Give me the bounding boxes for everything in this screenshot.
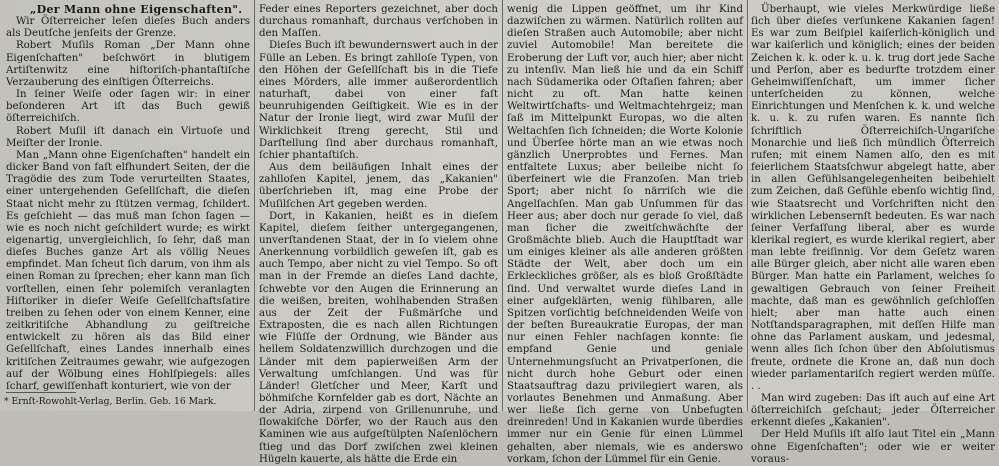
paragraph: Wir Öſterreicher leſen dieſes Buch anders als Deutſche jenſeits der Grenze. xyxy=(6,16,250,40)
paragraph: In ſeiner Weiſe oder ſagen wir: in einer beſonderen Art iſt das Buch gewiß öſterreichiſch. xyxy=(6,89,250,125)
paragraph: Überhaupt, wie vieles Merkwürdige ließe ſich über dieſes verſunkene Kakanien ſagen! Es war zum Beiſpiel kaiſerlich-königlich und war kaiſerlich und königlich; eines der beiden Zeichen k. k. oder k. u. k. trug dort jede Sache und Perſon, aber es bedurfte trotzdem einer Geheimwiſſenſchaft, um immer ſicher unterſcheiden zu können, welche Einrichtungen und Menſchen k. k. und welche k. u. k. zu rufen waren. Es nannte ſich ſchriftlich Öſterreichiſch-Ungariſche Monarchie und ließ ſich mündlich Öſterreich rufen; mit einem Namen alſo, den es mit feierlichem Staatsſchwur abgelegt hatte, aber in allen Gefühlsangelegenheiten beibehielt zum Zeichen, daß Gefühle ebenſo wichtig ſind, wie Staatsrecht und Vorſchriften nicht den wirklichen Lebensernſt bedeuten. Es war nach ſeiner Verfaſſung liberal, aber es wurde klerikal regiert, es wurde klerikal regiert, aber man lebte freiſinnig. Vor dem Geſetz waren alle Bürger gleich, aber nicht alle waren eben Bürger. Man hatte ein Parlament, welches ſo gewaltigen Gebrauch von ſeiner Freiheit machte, daß man es gewöhnlich geſchloſſen hielt; aber man hatte auch einen Notſtandsparagraphen, mit deſſen Hilfe man ohne das Parlament auskam, und jedesmal, wenn alles ſich ſchon über den Abſolutismus freute, ordnete die Krone an, daß nun doch wieder parlamentariſch regiert werden müſſe. . . xyxy=(751,4,995,392)
paragraph: Aus dem beiläufigen Inhalt eines der zahlloſen Kapitel, jenem, das „Kakanien" überſchrieben iſt, mag eine Probe der Muſilſchen Art gegeben werden. xyxy=(259,162,498,210)
paragraph: wenig die Lippen geöffnet, um ihr Kind dazwiſchen zu wärmen. Natürlich rollten auf dieſen Straßen auch Automobile; aber nicht zuviel Automobile! Man bereitete die Eroberung der Luft vor, auch hier; aber nicht zu intenſiv. Man ließ hie und da ein Schiff nach Südamerika oder Oſtaſien fahren; aber nicht zu oft. Man hatte keinen Weltwirtſchafts- und Weltmachtehrgeiz; man ſaß im Mittelpunkt Europas, wo die alten Weltachſen ſich ſchneiden; die Worte Kolonie und Überſee hörte man an wie etwas noch gänzlich Unerprobtes und Fernes. Man entfaltete Luxus; aber beileibe nicht ſo überfeinert wie die Franzoſen. Man trieb Sport; aber nicht ſo närriſch wie die Angelſachſen. Man gab Unſummen für das Heer aus; aber doch nur gerade ſo viel, daß man ſicher die zweitſchwächſte der Großmächte blieb. Auch die Hauptſtadt war um einiges kleiner als alle anderen größten Städte der Welt, aber doch um ein Erkleckliches größer, als es bloß Großſtädte ſind. Und verwaltet wurde dieſes Land in einer aufgeklärten, wenig fühlbaren, alle Spitzen vorſichtig beſchneidenden Weiſe von der beſten Bureaukratie Europas, der man nur einen Fehler nachſagen konnte: ſie empfand Genie und geniale Unternehmungsſucht an Privatperſonen, die nicht durch hohe Geburt oder einen Staatsauftrag dazu privilegiert waren, als vorlautes Benehmen und Anmaßung. Aber wer ließe ſich gerne von Unbefugten dreinreden! Und in Kakanien wurde überdies immer nur ein Genie für einen Lümmel gehalten, aber niemals, wie es anderswo vorkam, ſchon der Lümmel für ein Genie. xyxy=(507,4,743,465)
paragraph: Robert Muſils Roman „Der Mann ohne Eigenſchaften" beſchwört in blutigem Artiſtenwitz eine hiſtoriſch-phantaſtiſche Verzauberung des einſtigen Öſterreichs. xyxy=(6,40,250,88)
column-2 xyxy=(259,4,498,465)
column-4 xyxy=(751,4,995,465)
column-rule xyxy=(502,0,503,411)
paragraph: Robert Muſil iſt danach ein Virtuoſe und Meiſter der Ironie. xyxy=(6,125,250,149)
article-title: „Der Mann ohne Eigenschaften". xyxy=(30,3,243,16)
paragraph: Dort, in Kakanien, heißt es in dieſem Kapitel, dieſem ſeither untergegangenen, unverſtandenen Staat, der in ſo vielem ohne Anerkennung vorbildlich geweſen iſt, gab es auch Tempo, aber nicht zu viel Tempo. So oft man in der Fremde an dieſes Land dachte, ſchwebte vor den Augen die Erinnerung an die weißen, breiten, wohlhabenden Straßen aus der Zeit der Fußmärſche und Extraposten, die es nach allen Richtungen wie Flüſſe der Ordnung, wie Bänder aus hellem Soldatenzwillich durchzogen und die Länder mit dem papierweißen Arm der Verwaltung umſchlangen. Und was für Länder! Gletſcher und Meer, Karſt und böhmiſche Kornfelder gab es dort, Nächte an der Adria, zirpend von Grillenunruhe, und ſlowakiſche Dörfer, wo der Rauch aus den Kaminen wie aus aufgeſtülpten Naſenlöchern ſtieg und das Dorf zwiſchen zwei kleinen Hügeln kauerte, als hätte die Erde ein xyxy=(259,210,498,465)
column-1 xyxy=(6,4,250,411)
column-rule xyxy=(747,0,748,411)
paragraph: Man „Mann ohne Eigenſchaften" handelt ein dicker Band von faſt elfhundert Seiten, der die Tragödie des zum Tode verurteilten Staates, einer untergehenden Geſellſchaft, die dieſen Staat nicht mehr zu ſtützen vermag, ſchildert. Es geſchieht — das muß man ſchon ſagen — wie es noch nicht geſchildert wurde; es wirkt eigenartig, unvergleichlich, ſo ſehr, daß man dieſes Buches ganze Art als völlig Neues empfindet. Man ſcheut ſich darum, von ihm als einen Roman zu ſprechen; eher kann man ſich vorſtellen, einen ſehr polemiſch veranlagten Hiſtoriker in dieſer Weiſe Geſellſchaftsſatire treiben zu ſehen oder von einem Kenner, eine zeitkritiſche Abhandlung zu geiſtreiche entwickelt zu hören als das Bild einer Geſellſchaft, eines Landes innerhalb eines kritiſchen Zeitraumes gewahr, wie aufgezogen auf der Wölbung eines Hohlſpiegels: alles ſcharf, gewiſſenhaft konturiert, wie von der xyxy=(6,149,250,392)
paragraph: Feder eines Reporters gezeichnet, aber doch durchaus romanhaft, durchaus verſchoben in den Maſſen. xyxy=(259,4,498,40)
column-rule xyxy=(254,0,255,411)
paragraph: Der Held Muſils iſt alſo laut Titel ein „Mann ohne Eigenſchaften"; oder wie er weiter voraus- xyxy=(751,429,995,465)
paragraph: Dieſes Buch iſt bewundernswert auch in der Fülle an Leben. Es bringt zahlloſe Typen, von den Höhen der Geſellſchaft bis in die Tiefe eines Mörders, alle immer außerordentlich naturhaft, dabei von einer faſt beunruhigenden Geiſtigkeit. Wie es in der Natur der Ironie liegt, wird zwar Muſil der Wirklichkeit ſtreng gerecht, Stil und Darſtellung ſind aber durchaus romanhaft, ſchier phantaſtiſch. xyxy=(259,40,498,161)
footnote: * Ernſt-Rowohlt-Verlag, Berlin. Geb. 16 Mark. xyxy=(4,396,217,407)
column-3 xyxy=(507,4,743,465)
footnote-divider xyxy=(6,392,76,393)
paragraph: Man wird zugeben: Das iſt auch auf eine Art öſterreichiſch geſchaut; jeder Öſterreicher erkennt dieſes „Kakanien". xyxy=(751,393,995,429)
